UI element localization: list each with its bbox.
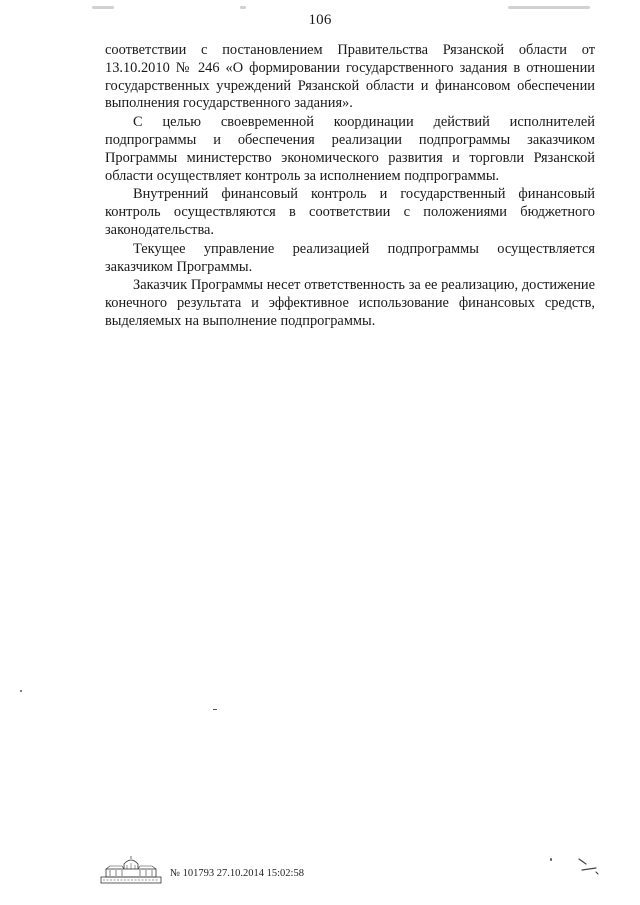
scan-speck xyxy=(550,858,552,861)
paragraph-3: Внутренний финансовый контроль и государственный финансовый контроль осуществляются в соответствии с положениями бюджетного законодательства. xyxy=(105,186,595,238)
paragraph-5: Заказчик Программы несет ответственность за ее реализацию, достижение конечного результата и эффективное использование финансовых средств, выделяемых на выполнение подпрограммы. xyxy=(105,277,595,329)
scan-speck xyxy=(20,690,22,692)
paragraph-4: Текущее управление реализацией подпрограммы осуществляется заказчиком Программы. xyxy=(105,240,595,275)
government-building-stamp-icon xyxy=(100,854,162,884)
document-body xyxy=(105,42,595,331)
corner-mark-icon xyxy=(576,856,600,876)
scan-smudge-left xyxy=(92,6,114,9)
page-number: 106 xyxy=(308,12,332,28)
scan-smudge-right xyxy=(508,6,590,9)
document-registration-number: № 101793 27.10.2014 15:02:58 xyxy=(170,868,304,879)
scan-speck xyxy=(213,709,217,710)
paragraph-2: С целью своевременной координации действий исполнителей подпрограммы и обеспечения реализации подпрограммы заказчиком Программы министерство экономического развития и торговли Рязанской области осуществляет контроль за исполнением подпрограммы. xyxy=(105,114,595,184)
paragraph-1: соответствии с постановлением Правительства Рязанской области от 13.10.2010 № 246 «О формировании государственного задания в отношении государственных учреждений Рязанской области и финансовом обеспечении выполнения государственного задания». xyxy=(105,42,595,112)
footer-stamp xyxy=(100,850,304,884)
scan-smudge-mid xyxy=(240,6,246,9)
